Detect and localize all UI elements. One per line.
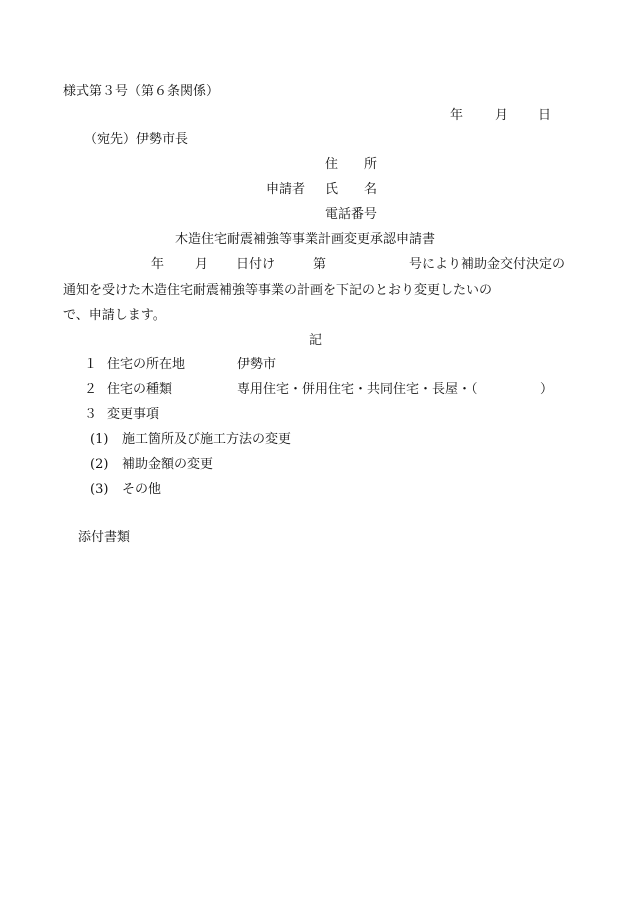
addressee: （宛先）伊勢市長 [84,132,189,147]
body-line-3: で、申請します。 [63,308,166,323]
ki-heading: 記 [309,333,323,348]
sub-item-2-label: 補助金額の変更 [122,457,214,472]
body-line-2: 通知を受けた木造住宅耐震補強等事業の計画を下記のとおり変更したいの [63,283,493,298]
item-3-number: ３ [84,407,98,422]
date-year: 年 [450,108,464,123]
phone-label: 電話番号 [325,207,378,222]
item-1-number: １ [84,357,98,372]
decision-dated: 日付け [236,257,276,272]
form-number: 様式第３号（第６条関係） [63,84,220,99]
date-day: 日 [538,108,552,123]
date-month: 月 [495,108,509,123]
sub-item-1-label: 施工箇所及び施工方法の変更 [122,432,292,447]
item-1-label: 住宅の所在地 [107,357,186,372]
document-title: 木造住宅耐震補強等事業計画変更承認申請書 [175,232,436,247]
decision-number-prefix: 第 [313,257,327,272]
item-2-close-paren: ） [540,382,554,397]
sub-item-3-label: その他 [122,482,162,497]
decision-month: 月 [195,257,209,272]
item-2-value: 専用住宅・併用住宅・共同住宅・長屋・（ [237,382,478,397]
sub-item-3-number: (3) [90,482,109,497]
name-label: 氏 名 [325,182,378,197]
item-2-number: ２ [84,382,98,397]
attachments-label: 添付書類 [78,530,131,545]
decision-year: 年 [151,257,165,272]
sub-item-1-number: (1) [90,432,109,447]
applicant-label: 申請者 [266,182,306,197]
sub-item-2-number: (2) [90,457,109,472]
item-1-value: 伊勢市 [237,357,277,372]
item-3-label: 変更事項 [107,407,160,422]
address-label: 住 所 [325,157,378,172]
decision-suffix: 号により補助金交付決定の [409,257,566,272]
item-2-label: 住宅の種類 [107,382,173,397]
